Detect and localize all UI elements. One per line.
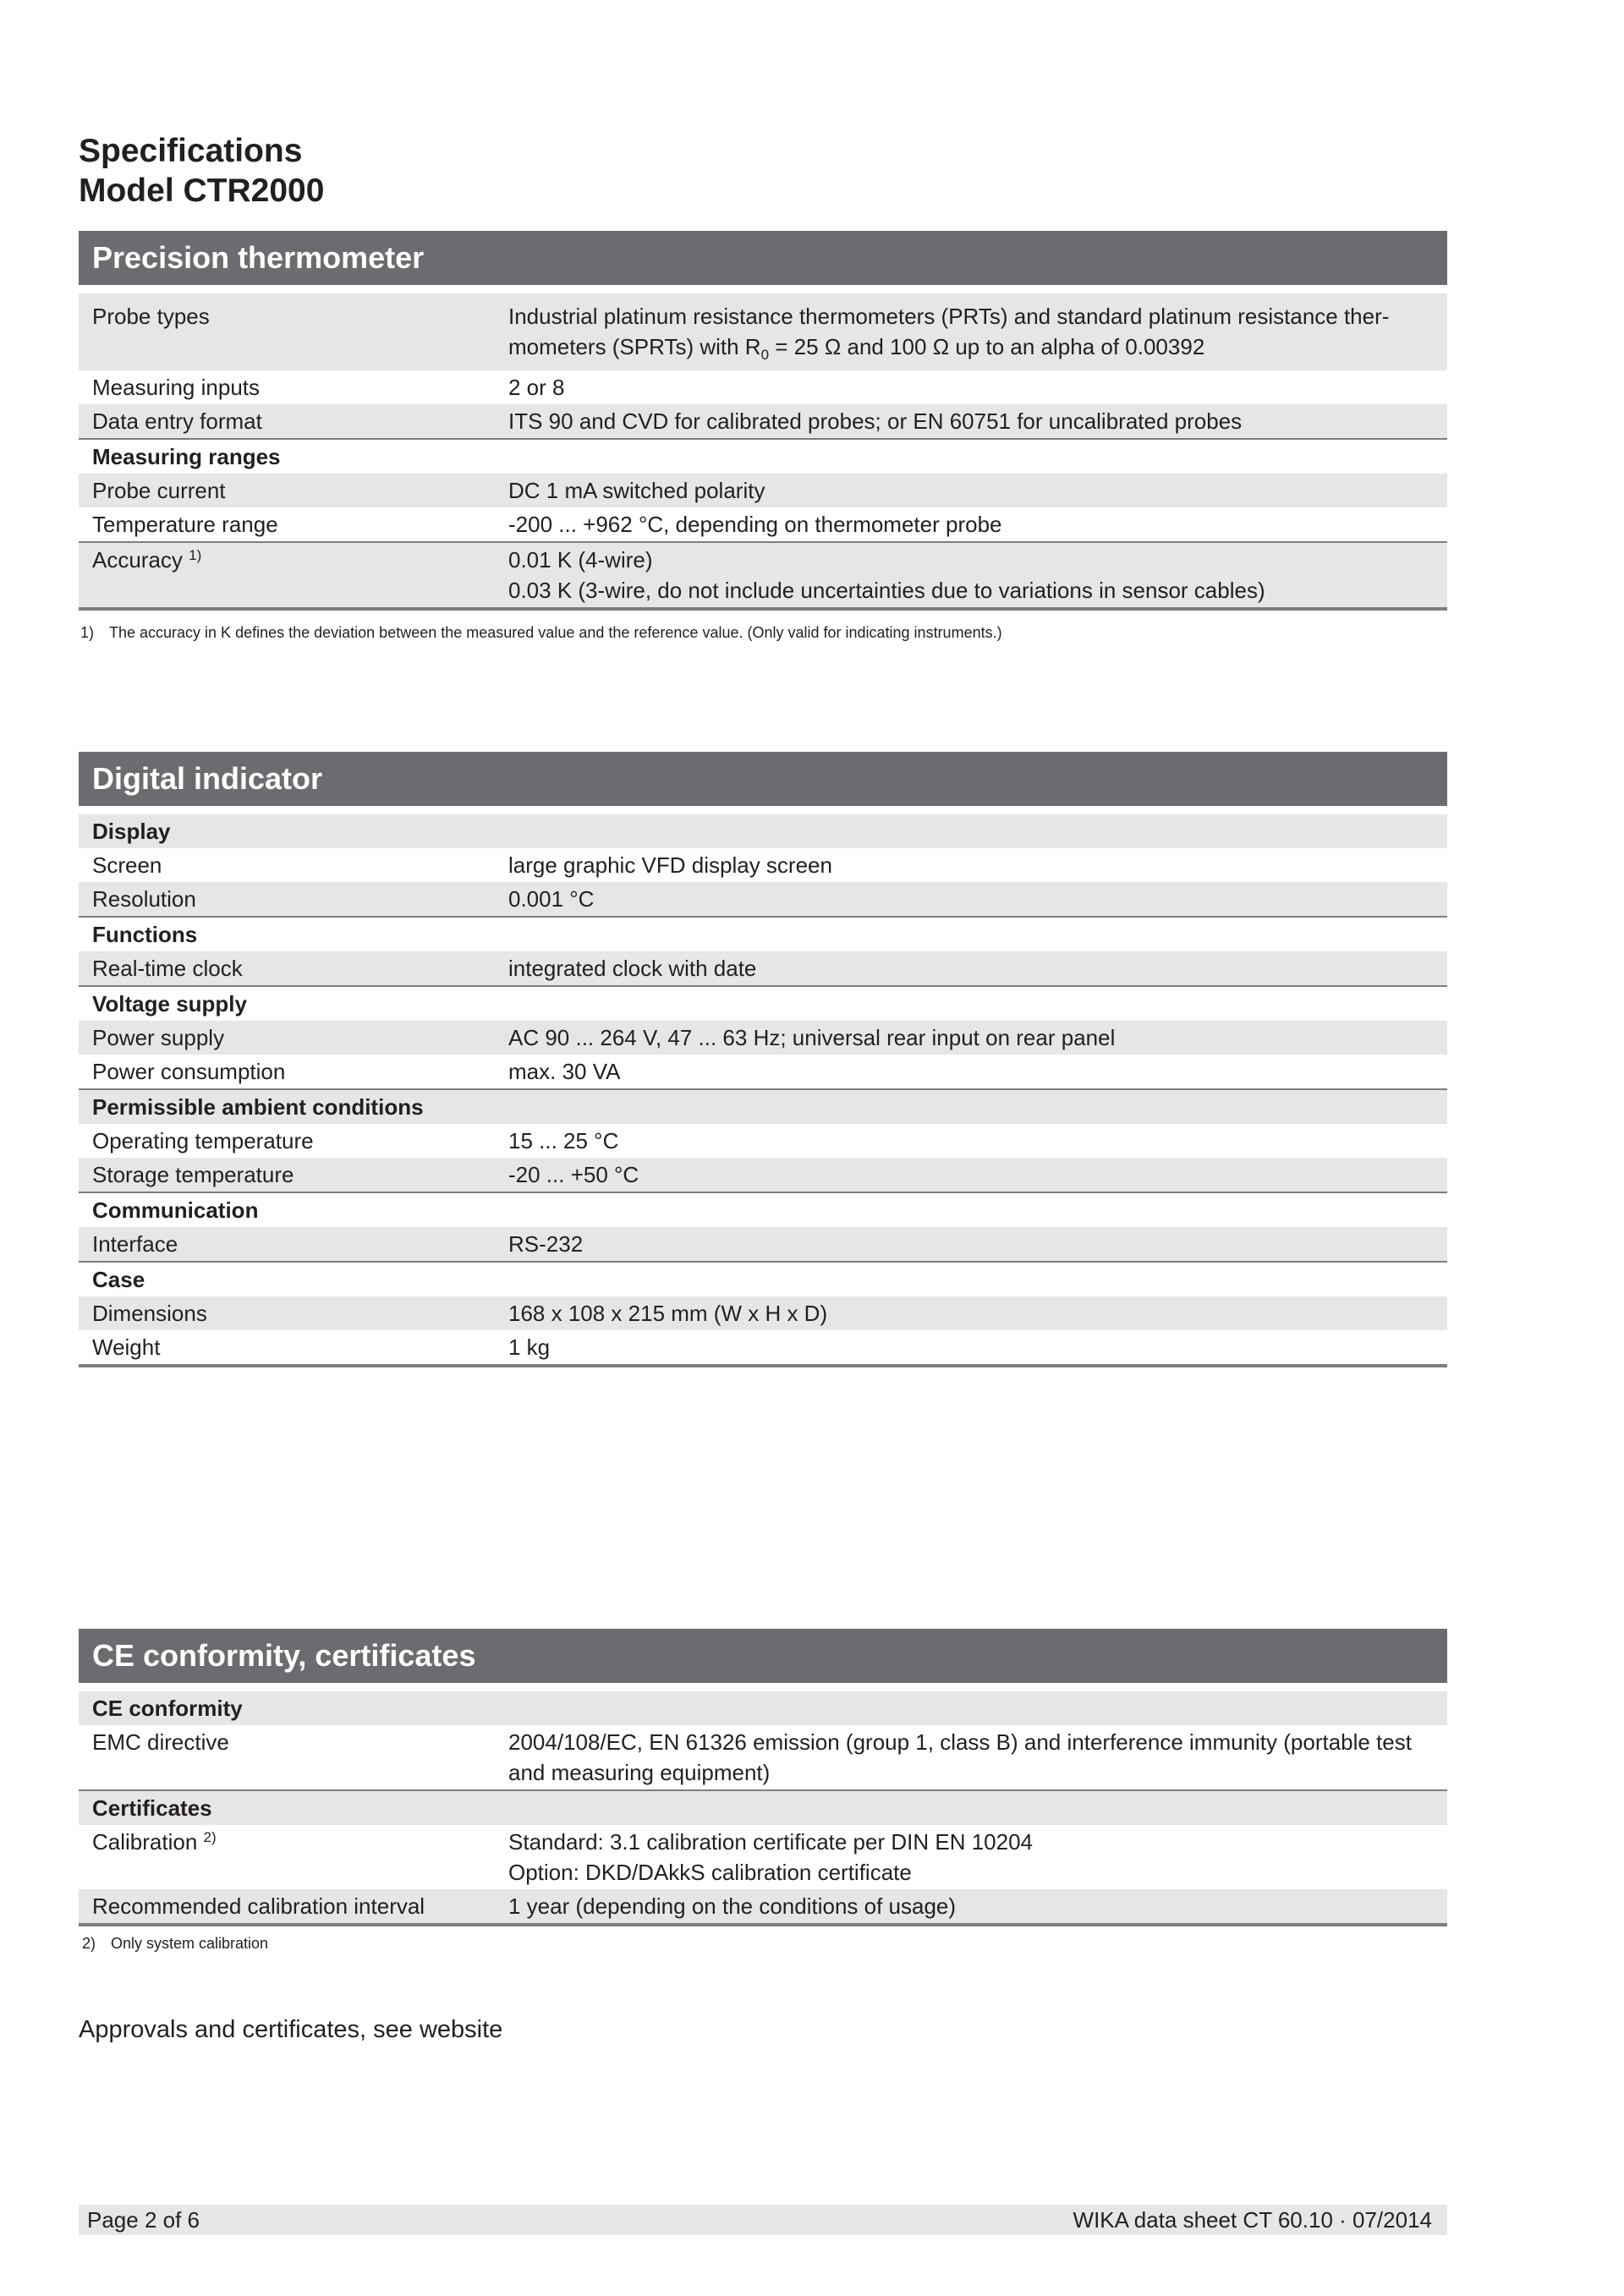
group-heading-row bbox=[79, 986, 1447, 1021]
title-line-2: Model CTR2000 bbox=[79, 173, 325, 209]
row-label: Interface bbox=[79, 1227, 508, 1262]
row-value: DC 1 mA switched polarity bbox=[508, 474, 1447, 507]
section-precision-thermometer bbox=[79, 231, 1447, 643]
table-row bbox=[79, 1296, 1447, 1330]
group-heading-row bbox=[79, 1790, 1447, 1825]
row-label: Power supply bbox=[79, 1021, 508, 1055]
row-value: 2 or 8 bbox=[508, 375, 565, 400]
row-label: EMC directive bbox=[92, 1729, 229, 1755]
table-row bbox=[79, 507, 1447, 542]
row-label: Resolution bbox=[79, 882, 508, 917]
table-row bbox=[79, 404, 1447, 439]
table-row bbox=[79, 1725, 1447, 1790]
page-footer bbox=[79, 2205, 1447, 2235]
group-heading-row bbox=[79, 1192, 1447, 1227]
title-line-1: Specifications bbox=[79, 133, 303, 169]
row-label: Power consumption bbox=[92, 1059, 286, 1084]
group-heading: Display bbox=[79, 814, 508, 848]
row-value: integrated clock with date bbox=[508, 951, 1447, 986]
row-label: Probe current bbox=[79, 474, 508, 507]
row-value: RS-232 bbox=[508, 1227, 1447, 1262]
row-label: Calibration $^{2)}$ bbox=[92, 1829, 217, 1855]
section-heading: CE conformity, certificates bbox=[79, 1629, 1447, 1683]
table-row bbox=[79, 1330, 1447, 1366]
table-row bbox=[79, 951, 1447, 986]
group-heading: Permissible ambient conditions bbox=[79, 1089, 508, 1124]
row-value: max. 30 VA bbox=[508, 1059, 621, 1084]
group-heading-row bbox=[79, 1262, 1447, 1296]
row-label: Dimensions bbox=[79, 1296, 508, 1330]
group-heading-row bbox=[79, 1691, 1447, 1725]
row-value: 2004/108/EC, EN 61326 emission (group 1, class B) and interference immunity (portable test and measuring equipment) bbox=[508, 1729, 1412, 1785]
section-heading: Digital indicator bbox=[79, 752, 1447, 806]
group-heading: CE conformity bbox=[79, 1691, 508, 1725]
row-label: Temperature range bbox=[92, 512, 278, 537]
spec-table bbox=[79, 1691, 1447, 1926]
row-value: Industrial platinum resistance thermometers (PRTs) and standard platinum resistance ther-mometers (SPRTs) with $R_0 = 25$ Ω and 100 Ω up to an alpha of 0.00392 bbox=[508, 293, 1447, 370]
page-number: Page 2 of 6 bbox=[87, 2207, 200, 2233]
table-row bbox=[79, 1158, 1447, 1192]
table-row bbox=[79, 1825, 1447, 1889]
row-value: 1 kg bbox=[508, 1330, 1447, 1366]
group-heading-row bbox=[79, 1089, 1447, 1124]
group-heading: Communication bbox=[79, 1192, 508, 1227]
row-label: Data entry format bbox=[79, 404, 508, 439]
row-value: 15 ... 25 °C bbox=[508, 1128, 619, 1153]
section-ce-conformity bbox=[79, 1629, 1447, 1954]
group-heading: Measuring ranges bbox=[79, 439, 508, 474]
group-heading: Certificates bbox=[79, 1790, 508, 1825]
row-label: Measuring inputs bbox=[92, 375, 260, 400]
table-row bbox=[79, 1124, 1447, 1158]
footnote: 2) Only system calibration bbox=[82, 1935, 269, 1952]
row-value: AC 90 ... 264 V, 47 ... 63 Hz; universal rear input on rear panel bbox=[508, 1021, 1447, 1055]
table-row bbox=[79, 848, 1447, 882]
row-label: Operating temperature bbox=[92, 1128, 314, 1153]
row-value: ITS 90 and CVD for calibrated probes; or EN 60751 for uncalibrated probes bbox=[508, 404, 1447, 439]
group-heading-row bbox=[79, 917, 1447, 951]
datasheet-reference: WIKA data sheet CT 60.10 · 07/2014 bbox=[1073, 2207, 1432, 2233]
spec-table bbox=[79, 814, 1447, 1367]
row-value: large graphic VFD display screen bbox=[508, 852, 832, 878]
spec-table bbox=[79, 293, 1447, 611]
row-label: Screen bbox=[92, 852, 162, 878]
table-row bbox=[79, 293, 1447, 370]
group-heading-row bbox=[79, 439, 1447, 474]
row-value: Standard: 3.1 calibration certificate per DIN EN 10204 Option: DKD/DAkkS calibration certificate bbox=[508, 1829, 1034, 1885]
row-label: Recommended calibration interval bbox=[79, 1889, 508, 1925]
section-heading: Precision thermometer bbox=[79, 231, 1447, 285]
row-value: 0.001 °C bbox=[508, 882, 1447, 917]
row-label: Real-time clock bbox=[79, 951, 508, 986]
row-label: Accuracy $^{1)}$ bbox=[79, 542, 508, 609]
approvals-note: Approvals and certificates, see website bbox=[79, 2016, 503, 2043]
table-row bbox=[79, 542, 1447, 609]
group-heading: Functions bbox=[79, 917, 508, 951]
row-value: -200 ... +962 °C, depending on thermometer probe bbox=[508, 512, 1002, 537]
group-heading-row bbox=[79, 814, 1447, 848]
row-value: 0.01 K (4-wire) 0.03 K (3-wire, do not include uncertainties due to variations in sensor cables) bbox=[508, 542, 1447, 609]
section-digital-indicator bbox=[79, 752, 1447, 1367]
row-label: Weight bbox=[79, 1330, 508, 1366]
page-title bbox=[79, 131, 324, 211]
row-value: 168 x 108 x 215 mm (W x H x D) bbox=[508, 1296, 1447, 1330]
row-label: Probe types bbox=[79, 293, 508, 370]
table-row bbox=[79, 1055, 1447, 1089]
group-heading: Case bbox=[79, 1262, 508, 1296]
row-value: 1 year (depending on the conditions of usage) bbox=[508, 1889, 1447, 1925]
row-value: -20 ... +50 °C bbox=[508, 1158, 1447, 1192]
table-row bbox=[79, 1889, 1447, 1925]
table-row bbox=[79, 370, 1447, 404]
table-row bbox=[79, 474, 1447, 507]
footnote: 1) The accuracy in K defines the deviation between the measured value and the reference value. (Only valid for indicating instruments.) bbox=[80, 624, 1002, 641]
table-row bbox=[79, 1021, 1447, 1055]
group-heading: Voltage supply bbox=[79, 986, 508, 1021]
row-label: Storage temperature bbox=[79, 1158, 508, 1192]
table-row bbox=[79, 882, 1447, 917]
table-row bbox=[79, 1227, 1447, 1262]
